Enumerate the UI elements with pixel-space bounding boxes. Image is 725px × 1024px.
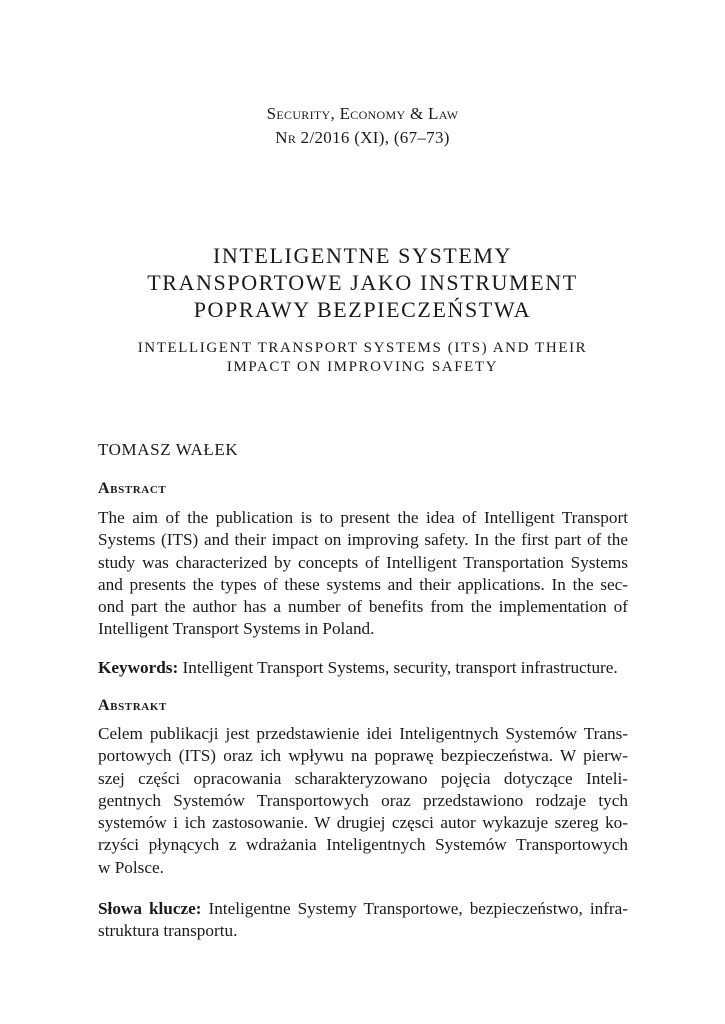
abstract-pl-line: w Polsce. — [98, 857, 164, 877]
journal-header — [0, 102, 725, 150]
keywords-pl — [98, 898, 628, 943]
article-subtitle — [0, 339, 725, 377]
abstract-en-line: Intelligent Transport Systems in Poland. — [98, 619, 375, 639]
keywords-pl-line: struktura transportu. — [98, 921, 238, 941]
abstract-en-line: ond part the author has a number of benefits from the implementation of — [98, 597, 628, 617]
keywords-pl-label: Słowa klucze: — [98, 899, 202, 918]
journal-name: Security, Economy & Law — [266, 104, 459, 123]
abstract-pl-line: rzyści płynących z wdrażania Inteligentnych Systemów Transportowych — [98, 835, 628, 855]
abstrakt-heading: Abstrakt — [98, 697, 167, 714]
abstract-en-line: Systems (ITS) and their impact on improving safety. In the first part of the — [98, 530, 628, 550]
keywords-pl-line — [98, 898, 628, 920]
abstract-heading: Abstract — [98, 480, 167, 497]
abstract-en-line: The aim of the publication is to present the idea of Intelligent Transport — [98, 508, 628, 527]
abstract-en-line: study was characterized by concepts of Intelligent Transportation Systems — [98, 552, 628, 572]
keywords-en — [98, 657, 628, 679]
abstract-pl-line: gentnych Systemów Transportowych oraz przedstawiono rodzaje tych — [98, 790, 628, 810]
keywords-en-label: Keywords: — [98, 658, 179, 677]
keywords-en-line — [98, 657, 628, 679]
abstract-pl-line: Celem publikacji jest przedstawienie idei Inteligentnych Systemów Trans- — [98, 724, 628, 743]
abstract-pl-line: portowych (ITS) oraz ich wpływu na poprawę bezpieczeństwa. W pierw- — [98, 746, 628, 766]
title-line-3: POPRAWY BEZPIECZEŃSTWA — [193, 297, 532, 322]
subtitle-line-2: IMPACT ON IMPROVING SAFETY — [226, 359, 499, 375]
author-name: TOMASZ WAŁEK — [98, 440, 239, 459]
journal-issue: Nr 2/2016 (XI), (67–73) — [275, 128, 450, 147]
title-line-2: TRANSPORTOWE JAKO INSTRUMENT — [147, 270, 578, 295]
abstract-pl-line: systemów i ich zastosowanie. W drugiej częsci autor wykazuje szereg ko- — [98, 813, 628, 833]
abstract-pl-line: szej części opracowania scharakteryzowano pojęcia dotyczące Inteli- — [98, 768, 628, 788]
article-title — [0, 242, 725, 323]
keywords-en-text: Intelligent Transport Systems, security, transport infrastructure. — [178, 658, 618, 677]
abstract-en-paragraph — [98, 507, 628, 641]
abstract-pl-paragraph — [98, 723, 628, 879]
subtitle-line-1: INTELLIGENT TRANSPORT SYSTEMS (ITS) AND THEIR — [137, 340, 588, 356]
abstract-en-line: and presents the types of these systems and their applications. In the sec- — [98, 574, 628, 594]
keywords-pl-text: Inteligentne Systemy Transportowe, bezpieczeństwo, infra- — [201, 899, 628, 918]
title-line-1: INTELIGENTNE SYSTEMY — [212, 243, 513, 268]
